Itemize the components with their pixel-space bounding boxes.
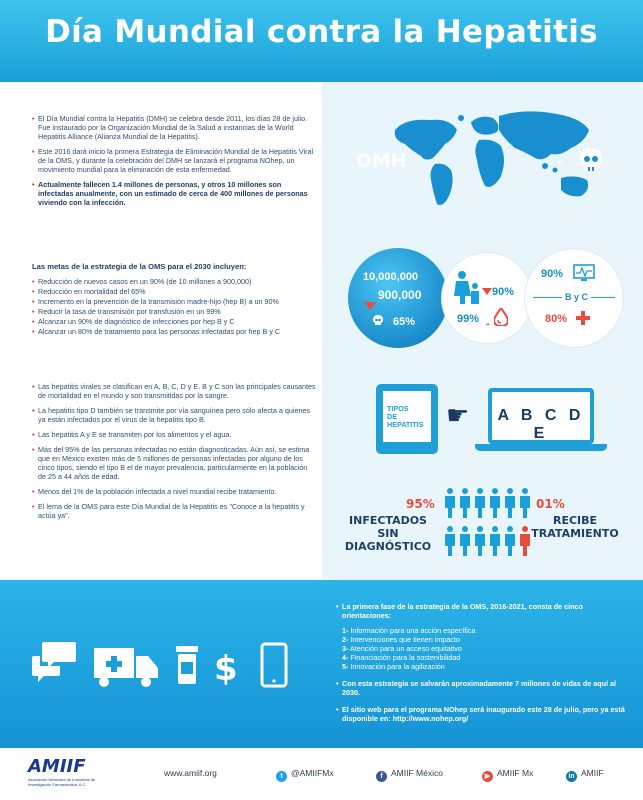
undiagnosed-label-line: INFECTADOS [349, 514, 427, 527]
page-title: Día Mundial contra la Hepatitis [45, 14, 598, 50]
orientation-item: 2- Intervenciones que tienen impacto [342, 635, 460, 644]
undiagnosed-pct: 95% [406, 497, 435, 511]
facebook-icon: f [376, 771, 387, 782]
mother-child-icon [452, 270, 482, 304]
hep-types-label: B y C [562, 292, 591, 302]
orientation-item: 5- Innovación para la agilización [342, 662, 445, 671]
tablet-label: DE [387, 412, 397, 421]
intro-paragraph: • Este 2016 dará inicio la primera Estrategia de Eliminación Mundial de la Hepatitis Viral de la OMS, y durante la celebración del DMH se lanzará el programa NOhep, un movimiento mundial para la eliminación de esta enfermedad. [32, 147, 316, 174]
fact-item: • La hepatitis tipo D también se transmite por vía sanguínea pero sólo afecta a quienes ya están infectados por el virus de la hepatitis tipo B. [32, 406, 316, 424]
goals-section [32, 262, 316, 337]
stat-mother-child: 90% [492, 286, 515, 298]
stat-transfusion: 99% [457, 313, 480, 325]
facts-section [32, 382, 316, 526]
blood-drop-icon [494, 308, 508, 326]
intro-paragraph: • Actualmente fallecen 1.4 millones de personas, y otros 10 millones son infectadas anualmente, con un estimado de cerca de 400 millones de personas viviendo con la infección. [32, 180, 316, 207]
skull-icon [577, 146, 605, 174]
strategy-title: • La primera fase de la estrategia de la OMS, 2016-2021, consta de cinco orientaciones: [336, 602, 626, 620]
laptop-icon [488, 388, 594, 444]
goal-item: • Reducir la tasa de transmisión por transfusión en un 99% [32, 307, 316, 316]
treatment-label-line: TRATAMIENTO [531, 527, 619, 540]
tablet-icon [376, 384, 438, 454]
monitor-icon [573, 264, 595, 282]
fact-item: • Menos del 1% de la población infectada a nivel mundial recibe tratamiento. [32, 487, 316, 496]
down-arrow-icon [364, 302, 376, 310]
youtube-icon: ▶ [482, 771, 493, 782]
website-link[interactable]: www.amiif.org [164, 768, 217, 778]
treatment-label [530, 514, 620, 540]
footer [0, 748, 643, 800]
fact-item: • Las hepatitis A y E se transmiten por los alimentos y el agua. [32, 430, 316, 439]
down-arrow-icon [482, 288, 492, 295]
strategy-text [336, 602, 626, 723]
dmh-label: DMH [356, 150, 407, 172]
pointing-hand-icon: ☛ [446, 400, 470, 430]
nohep-note[interactable]: • El sitio web para el programa NOhep será inaugurado este 28 de julio, pero ya está disponible en: http://www.nohep.org/ [336, 705, 626, 723]
goals-title: Las metas de la estrategia de la OMS para el 2030 incluyen: [32, 262, 247, 271]
treatment-pct: 01% [536, 497, 565, 511]
fact-item: • Más del 95% de las personas infectadas no están diagnosticadas. Aún así, se estima que en México existen más de 5 millones de personas infectadas por alguno de los cinco tipos, siendo el tipo B el de mayor prevalencia, particularmente en la población de 25 a 44 años de edad. [32, 445, 316, 481]
intro-section [32, 114, 316, 213]
orientation-item: 1- Información para una acción específica [342, 626, 476, 635]
logo-word: AMIIF [28, 756, 86, 777]
facebook-link[interactable]: f AMIIF México [376, 768, 443, 782]
goal-item: • Incremento en la prevención de la transmisión madre-hijo (hep B) a un 90% [32, 297, 316, 306]
goal-item: • Reducción en mortalidad del 65% [32, 287, 316, 296]
linkedin-link[interactable]: in AMIIF [566, 768, 604, 782]
stat-diagnosis: 90% [541, 268, 564, 280]
strategy-icons [30, 640, 300, 690]
chat-bubbles-icon [32, 642, 76, 682]
tablet-label: TIPOS [387, 404, 409, 413]
logo-subtitle: Asociación Mexicana de Industrias de Investigación Farmacéutica, A.C. [28, 777, 96, 787]
dollar-icon: $ [214, 649, 238, 689]
undiagnosed-label-line: SIN DIAGNÓSTICO [344, 527, 432, 553]
people-grid-icon [444, 488, 532, 560]
strategy-note: • Con esta estrategia se salvarán aproximadamente 7 millones de vidas de aquí al 2030. [336, 679, 626, 697]
minus-sign: - [486, 318, 490, 330]
goal-item: • Alcanzar un 90% de diagnóstico de infecciones por hep B y C [32, 317, 316, 326]
medical-cross-icon [576, 311, 590, 325]
stat-mortality: 65% [393, 316, 416, 328]
smartphone-icon [262, 644, 286, 686]
hepatitis-types-letters: A B C D E [497, 407, 585, 442]
linkedin-icon: in [566, 771, 577, 782]
minus-sign: - [556, 150, 562, 170]
fact-item: • Las hepatitis virales se clasifican en A, B, C, D y E. B y C son las principales causantes de mortalidad en el mundo y son transmitidas por la sangre. [32, 382, 316, 400]
goal-item: • Alcanzar un 80% de tratamiento para las personas infectadas por hep B y C [32, 327, 316, 336]
skull-small-icon [372, 314, 384, 326]
twitter-icon: t [276, 771, 287, 782]
intro-paragraph: • El Día Mundial contra la Hepatitis (DMH) se celebra desde 2011, los días 28 de julio. Fue instaurado por la Organización Mundial de la Salud a instancias de la World Hepatitis Alliance (Alianza Mundial de la Hepatitis). [32, 114, 316, 141]
fact-item: • El lema de la OMS para este Día Mundial de la Hepatitis es "Conoce a la hepatitis y actúa ya". [32, 502, 316, 520]
youtube-link[interactable]: ▶ AMIIF Mx [482, 768, 533, 782]
goal-item: • Reducción de nuevos casos en un 90% (de 10 millones a 900,000) [32, 277, 316, 286]
treatment-label-line: RECIBE [552, 514, 598, 527]
orientation-item: 4- Financiación para la sostenibilidad [342, 653, 461, 662]
amiif-logo [28, 756, 108, 787]
orientation-item: 3- Atención para un acceso equitativo [342, 644, 462, 653]
laptop-base [475, 444, 607, 451]
undiagnosed-label [340, 514, 436, 553]
pill-bottle-icon [176, 646, 198, 684]
header-banner [0, 0, 643, 82]
ambulance-icon [94, 648, 158, 687]
stat-cases-before: 10,000,000 [363, 271, 419, 283]
tablet-label: HEPATITIS [387, 420, 424, 429]
twitter-link[interactable]: t @AMIIFMx [276, 768, 334, 782]
stat-treatment: 80% [545, 313, 568, 325]
stat-cases-after: 900,000 [378, 288, 422, 302]
